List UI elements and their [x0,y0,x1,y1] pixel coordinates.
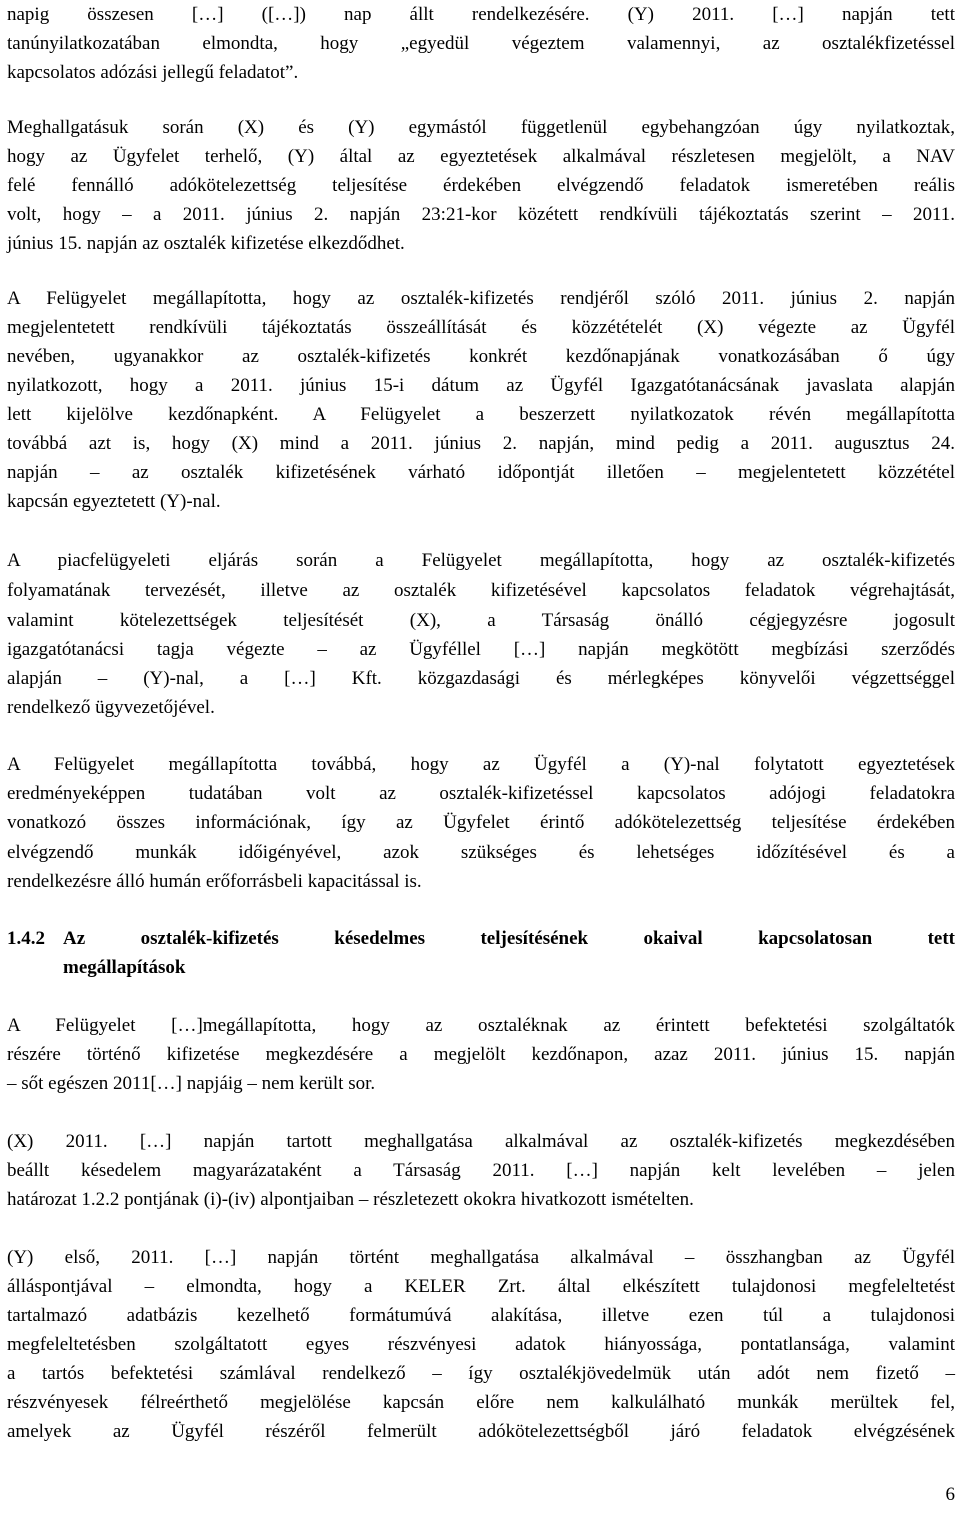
paragraph-line: A Felügyelet megállapította, hogy az osztalék-kifizetés rendjéről szóló 2011. június 2. napján [7,288,955,309]
section-heading [7,924,955,953]
paragraph-line: lett kijelölve kezdőnapként. A Felügyelet a beszerzett nyilatkozatok révén megállapította [7,404,955,425]
paragraph-line: eredményeképpen tudatában volt az osztalék-kifizetéssel kapcsolatos adójogi feladatokra [7,783,955,804]
paragraph-line: kapcsolatos adózási jellegű feladatot”. [7,62,299,83]
paragraph-line: valamint kötelezettségek teljesítését (X), a Társaság önálló cégjegyzésre jogosult [7,610,955,631]
paragraph-line: alapján – (Y)-nal, a […] Kft. közgazdasági és mérlegképes könyvelői végzettséggel [7,668,955,689]
paragraph-line: rendelkezésre álló humán erőforrásbeli kapacitással is. [7,871,422,892]
paragraph-line: folyamatának tervezését, illetve az osztalék kifizetésével kapcsolatos feladatok végrehajtását, [7,580,955,601]
paragraph-line: megjelentetett rendkívüli tájékoztatás összeállítását és közzétételét (X) végezte az Ügyfél [7,317,955,338]
paragraph-line: nevében, ugyanakkor az osztalék-kifizetés konkrét kezdőnapjának vonatkozásában ő úgy [7,346,955,367]
paragraph-line: (Y) első, 2011. […] napján történt meghallgatása alkalmával – összhangban az Ügyfél [7,1247,955,1268]
paragraph-line: álláspontjával – elmondta, hogy a KELER Zrt. által elkészített tulajdonosi megfeleltetést [7,1276,955,1297]
paragraph-line: tartalmazó adatbázis kezelhető formátumúvá alakítása, illetve ezen túl a tulajdonosi [7,1305,955,1326]
paragraph-line: – sőt egészen 2011[…] napjáig – nem került sor. [7,1073,376,1094]
paragraph-line: felé fennálló adókötelezettség teljesítése érdekében elvégzendő feladatok ismeretében reális [7,175,955,196]
paragraph-line: (X) 2011. […] napján tartott meghallgatása alkalmával az osztalék-kifizetés megkezdésében [7,1131,955,1152]
paragraph-line: napján – az osztalék kifizetésének várható időpontját illetően – megjelentetett közzététel [7,462,955,483]
paragraph-line: hogy az Ügyfelet terhelő, (Y) által az egyeztetések alkalmával részletesen megjelölt, a NAV [7,146,955,167]
section-number: 1.4.2 [7,928,45,949]
paragraph-line: amelyek az Ügyfél részéről felmerült adókötelezettségből járó feladatok elvégzésének [7,1421,955,1442]
paragraph-line: beállt késedelem magyarázataként a Társaság 2011. […] napján kelt levelében – jelen [7,1160,955,1181]
paragraph-line: részvényesek félreérthető megjelölése kapcsán előre nem kalkulálható munkák merültek fel, [7,1392,955,1413]
section-title-continued: megállapítások [63,957,186,978]
paragraph-line: részére történő kifizetése megkezdésére a megjelölt kezdőnapon, azaz 2011. június 15. napján [7,1044,955,1065]
paragraph-line: rendelkező ügyvezetőjével. [7,697,215,718]
paragraph-line: tanúnyilatkozatában elmondta, hogy „egyedül végeztem valamennyi, az osztalékfizetéssel [7,33,955,54]
section-title: Az osztalék-kifizetés késedelmes teljesítésének okaival kapcsolatosan tett [63,928,955,949]
paragraph-line: vonatkozó összes információnak, így az Ügyfelet érintő adókötelezettség teljesítése érdekében [7,812,955,833]
page-number: 6 [945,1484,955,1505]
paragraph-line: megfeleltetésben szolgáltatott egyes részvényesi adatok hiányossága, pontatlansága, valamint [7,1334,955,1355]
paragraph-line: igazgatótanácsi tagja végezte – az Ügyféllel […] napján megkötött megbízási szerződés [7,639,955,660]
section-heading-continued [7,953,955,982]
paragraph-line: napig összesen […] ([…]) nap állt rendelkezésére. (Y) 2011. […] napján tett [7,4,955,25]
paragraph-line: továbbá azt is, hogy (X) mind a 2011. június 2. napján, mind pedig a 2011. augusztus 24. [7,433,955,454]
paragraph-line: kapcsán egyeztetett (Y)-nal. [7,491,221,512]
paragraph-line: elvégzendő munkák időigényével, azok szükséges és lehetséges időzítésével és a [7,842,955,863]
paragraph-line: június 15. napján az osztalék kifizetése elkezdődhet. [7,233,405,254]
paragraph-line: A Felügyelet […]megállapította, hogy az osztaléknak az érintett befektetési szolgáltatók [7,1015,955,1036]
paragraph-line: A piacfelügyeleti eljárás során a Felügyelet megállapította, hogy az osztalék-kifizetés [7,550,955,571]
paragraph-line: Meghallgatásuk során (X) és (Y) egymástól függetlenül egybehangzóan úgy nyilatkoztak, [7,117,955,138]
paragraph-line: a tartós befektetési számlával rendelkező – így osztalékjövedelmük után adót nem fizető – [7,1363,955,1384]
paragraph-line: nyilatkozott, hogy a 2011. június 15-i dátum az Ügyfél Igazgatótanácsának javaslata alapján [7,375,955,396]
paragraph-line: volt, hogy – a 2011. június 2. napján 23:21-kor közétett rendkívüli tájékoztatás szerint – 2011. [7,204,955,225]
paragraph-line: A Felügyelet megállapította továbbá, hogy az Ügyfél a (Y)-nal folytatott egyeztetések [7,754,955,775]
paragraph-line: határozat 1.2.2 pontjának (i)-(iv) alpontjaiban – részletezett okokra hivatkozott ismételten. [7,1189,694,1210]
